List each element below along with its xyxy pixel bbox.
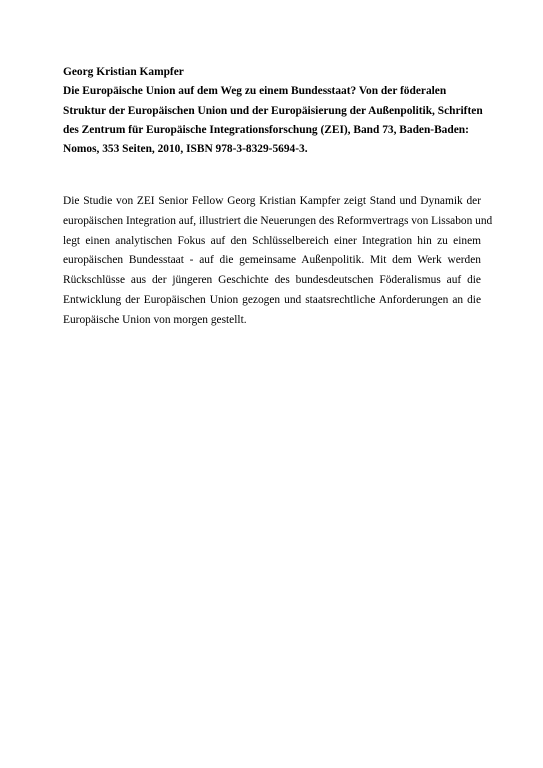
title-line: Struktur der Europäischen Union und der Europäisierung der Außenpolitik, Schriften (63, 104, 483, 117)
paragraph-line: legt einen analytischen Fokus auf den Schlüsselbereich einer Integration hin zu einem (63, 234, 481, 247)
paragraph-line: Entwicklung der Europäischen Union gezogen und staatsrechtliche Anforderungen an die (63, 293, 481, 306)
paragraph-line: europäischen Bundesstaat - auf die gemeinsame Außenpolitik. Mit dem Werk werden (63, 254, 481, 267)
paragraph-line: Die Studie von ZEI Senior Fellow Georg Kristian Kampfer zeigt Stand und Dynamik der (63, 195, 481, 207)
summary-paragraph (63, 192, 493, 331)
citation-heading (63, 63, 483, 159)
title-line: des Zentrum für Europäische Integrationsforschung (ZEI), Band 73, Baden-Baden: (63, 123, 469, 136)
author-name: Georg Kristian Kampfer (63, 66, 184, 78)
title-line: Die Europäische Union auf dem Weg zu einem Bundesstaat? Von der föderalen (63, 85, 447, 98)
paragraph-line: Europäische Union von morgen gestellt. (63, 313, 247, 326)
paragraph-line: Rückschlüsse aus der jüngeren Geschichte des bundesdeutschen Föderalismus auf die (63, 274, 481, 287)
title-line: Nomos, 353 Seiten, 2010, ISBN 978-3-8329-5694-3. (63, 143, 308, 156)
paragraph-line: europäischen Integration auf, illustriert die Neuerungen des Reformvertrags von Lissabon und (63, 214, 493, 227)
